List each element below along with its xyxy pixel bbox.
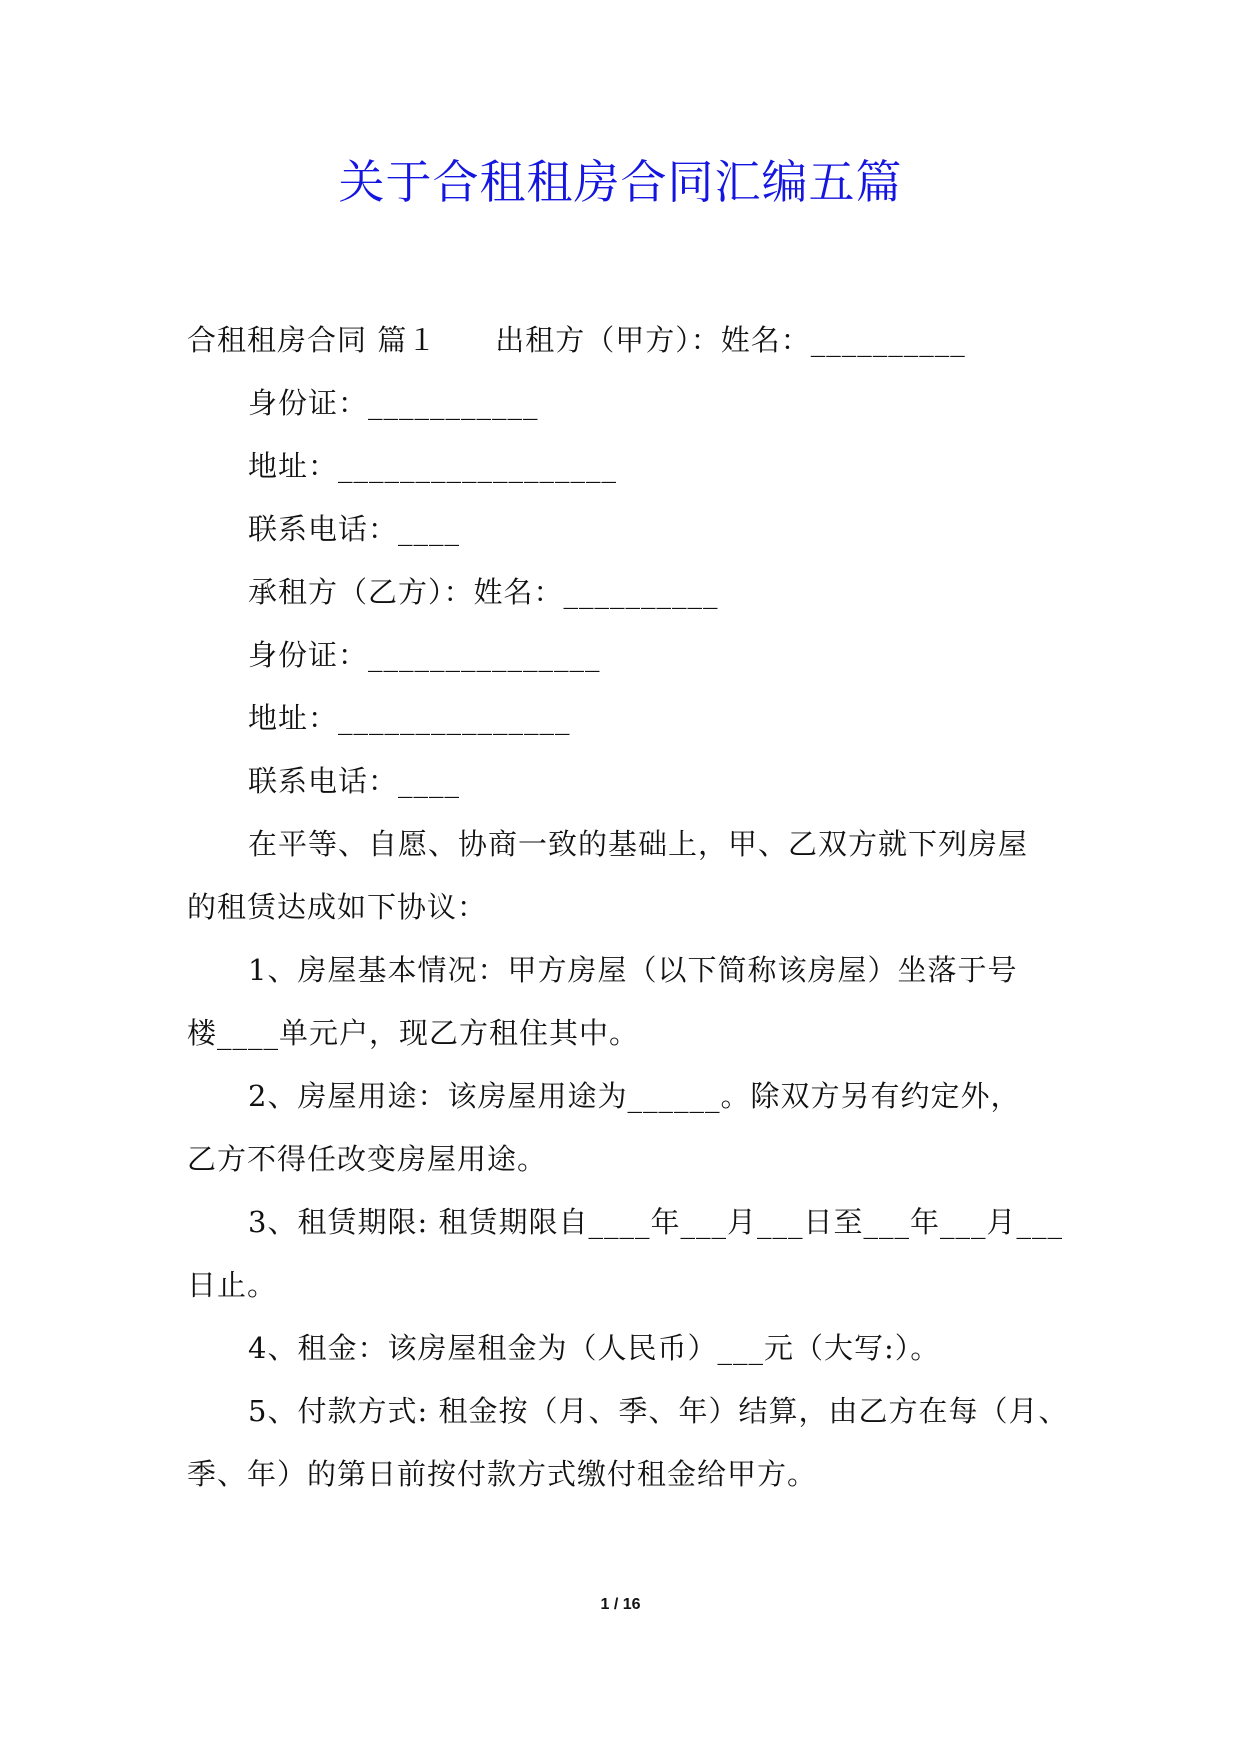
clause-2: 2、房屋用途：该房屋用途为______。除双方另有约定外， xyxy=(248,1079,1021,1113)
contract-heading-row xyxy=(187,320,966,360)
clause-3-cont: 日止。 xyxy=(187,1268,278,1302)
lessor-phone-line: 联系电话：____ xyxy=(248,512,461,546)
clause-5-cont: 季、年）的第日前按付款方式缴付租金给甲方。 xyxy=(187,1457,818,1491)
agreement-intro: 在平等、自愿、协商一致的基础上，甲、乙双方就下列房屋 xyxy=(248,827,1029,861)
contract-heading: 合租租房合同 篇１ xyxy=(187,323,438,357)
lessee-id-line: 身份证：_______________ xyxy=(248,638,601,672)
document-title: 关于合租租房合同汇编五篇 xyxy=(338,155,903,209)
clause-2-cont: 乙方不得任改变房屋用途。 xyxy=(187,1142,548,1176)
clause-5: 5、付款方式: 租金按（月、季、年）结算，由乙方在每（月、 xyxy=(248,1394,1069,1428)
lessee-name-line: 承租方（乙方）：姓名：__________ xyxy=(248,575,719,609)
clause-4: 4、租金：该房屋租金为（人民币）___元（大写:）。 xyxy=(248,1331,941,1365)
agreement-intro-cont: 的租赁达成如下协议： xyxy=(187,890,488,924)
clause-1-cont: 楼____单元户，现乙方租住其中。 xyxy=(187,1016,640,1050)
clause-1: 1、房屋基本情况：甲方房屋（以下简称该房屋）坐落于号 xyxy=(248,953,1018,987)
lessor-id-line: 身份证：___________ xyxy=(248,386,539,420)
lessee-address-line: 地址：_______________ xyxy=(248,701,571,735)
lessor-address-line: 地址：__________________ xyxy=(248,449,618,483)
lessor-name-line: 出租方（甲方）：姓名：__________ xyxy=(495,323,966,357)
lessee-phone-line: 联系电话：____ xyxy=(248,764,461,798)
clause-3: 3、租赁期限: 租赁期限自____年___月___日至___年___月___ xyxy=(248,1205,1063,1239)
page-indicator: 1 / 16 xyxy=(600,1596,641,1613)
